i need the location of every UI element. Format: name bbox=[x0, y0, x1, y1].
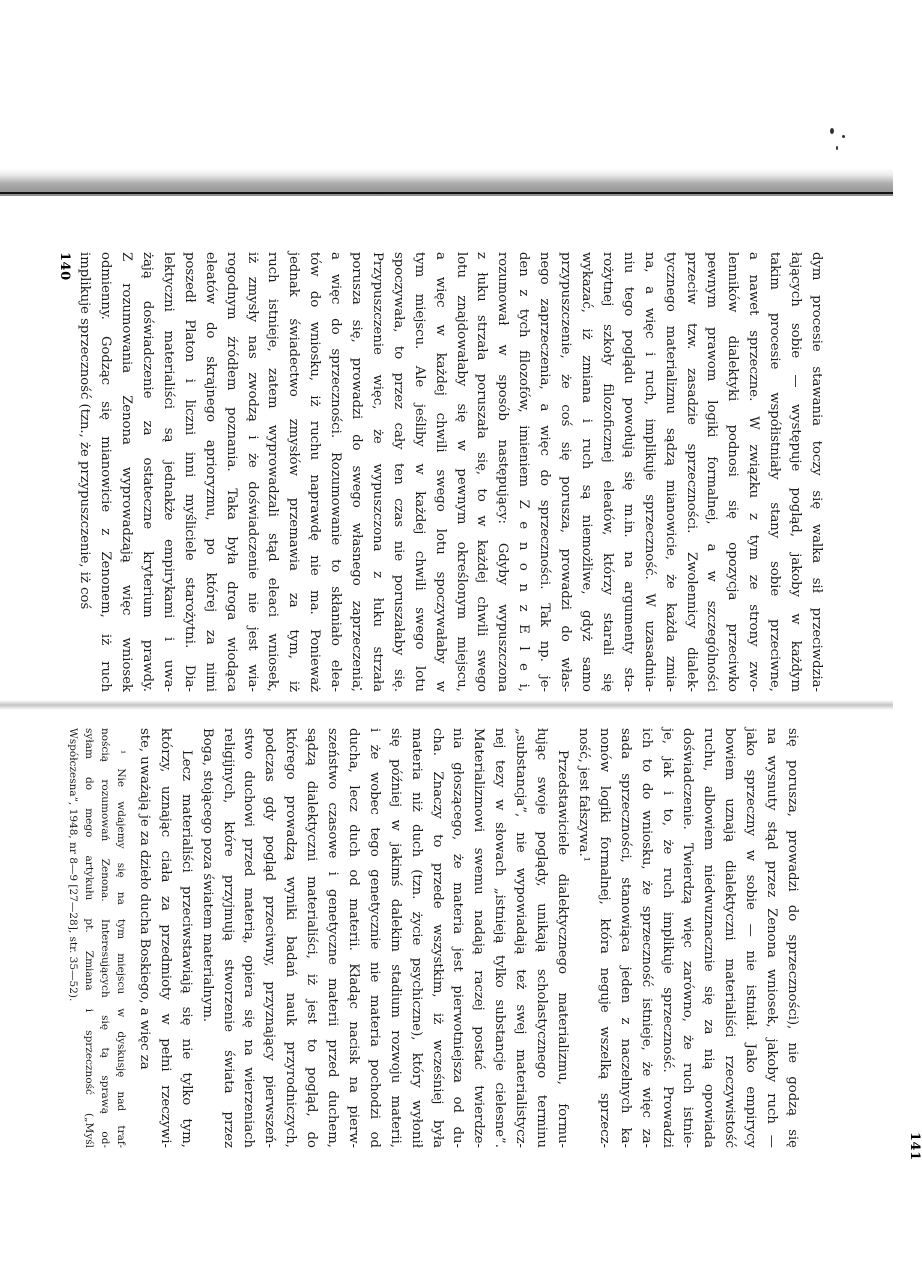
footnote bbox=[65, 728, 129, 1148]
text-line: odmienny. Godząc się mianowicie z Zenonem, iż ruch bbox=[98, 252, 114, 692]
text-line: a więc do sprzeczności. Rozumowanie to skłaniało elea- bbox=[328, 252, 344, 692]
page-number-left: 140 bbox=[57, 252, 72, 281]
text-line: bowiem uznają dialektyczni materialiści rzeczywistość bbox=[722, 728, 738, 1148]
text-line: którego prowadzą wyniki badań nauk przyrodniczych, bbox=[283, 728, 299, 1148]
text-line: eleatów do skrajnego aprioryzmu, po której za nimi bbox=[202, 252, 218, 692]
page-141-text bbox=[67, 728, 802, 1148]
text-line: którzy, uznając ciała za przedmioty w pełni rzeczywi- bbox=[157, 728, 173, 1148]
text-line: lenników dialektyki podnosi się opozycja przeciwko bbox=[725, 252, 741, 692]
text-line: wykazać, iż zmiana i ruch są niemożliwe, gdyż samo bbox=[579, 252, 595, 692]
text-line: tym miejscu. Ale jeśliby w każdej chwili swego lotu bbox=[411, 252, 427, 692]
text-line: szeństwo czasowe i genetyczne materii przed duchem, bbox=[325, 728, 341, 1148]
text-line: ste, uważają je za dzieło ducha Boskiego, a więc za bbox=[136, 728, 152, 1070]
text-line: Boga, stojącego poza światem materialnym. bbox=[199, 728, 215, 1023]
text-line: spoczywała, to przez cały ten czas nie poruszałaby się. bbox=[390, 252, 406, 692]
text-line: doświadczenie. Twierdzą więc zarówno, że ruch istnie- bbox=[680, 728, 696, 1148]
text-line: implikuje sprzeczność (tzn., że przypuszczenie, iż coś bbox=[77, 252, 93, 610]
text-line: Lecz materialiści przeciwstawiają się nie tylko tym, bbox=[178, 750, 194, 1148]
text-line: a nawet sprzeczne. W związku z tym ze strony zwo- bbox=[746, 252, 762, 692]
text-line: materia niż duch (tzn. życie psychiczne), który wyłonił bbox=[408, 728, 424, 1148]
text-line: religijnych, które przyjmują stworzenie świata przez bbox=[220, 728, 236, 1148]
text-line: pewnym prawom logiki formalnej, a w szczególności bbox=[704, 252, 720, 692]
text-line: ruch istnieje, zatem wyprowadzali stąd eleaci wniosek, bbox=[265, 252, 281, 692]
text-line: nonów logiki formalnej, która neguje wszelką sprzecz- bbox=[596, 728, 612, 1148]
text-line: Przedstawiciele dialektycznego materializmu, formu- bbox=[555, 750, 571, 1148]
speck bbox=[836, 146, 838, 150]
text-line: podczas gdy pogląd przeciwny, przyznający pierwszeń- bbox=[262, 728, 278, 1148]
text-line: sada sprzeczności, stanowiąca jeden z naczelnych ka- bbox=[617, 728, 633, 1148]
text-line: niu tego poglądu powołują się m.in. na argumenty sta- bbox=[620, 252, 636, 692]
text-line: lektyczni materialiści są jednakże empirykami i uwa- bbox=[160, 252, 176, 692]
text-line: nej tezy w słowach „istnieją tylko substancje cielesne”. bbox=[492, 728, 508, 1148]
text-line: a więc w każdej chwili swego lotu spoczywałaby w bbox=[432, 252, 448, 692]
text-line: jako sprzeczny w sobie — nie istniał. Jako empirycy bbox=[743, 728, 759, 1148]
text-line: przypuszczenie, że coś się porusza, prowadzi do włas- bbox=[558, 252, 574, 692]
text-line: lotu znajdowałaby się w pewnym określonym miejscu, bbox=[453, 252, 469, 692]
footnote-line: Współczesna”, 1948, nr 8—9 [27—28], str. 35—52). bbox=[67, 728, 79, 1002]
text-line: Z rozumowania Zenona wyprowadzają więc wniosek bbox=[119, 252, 135, 692]
text-line: i że wobec tego genetycznie nie materia pochodzi od bbox=[366, 728, 382, 1148]
page-140-text bbox=[77, 252, 826, 692]
text-line: żają doświadczenie za ostateczne kryterium prawdy. bbox=[140, 252, 155, 692]
text-line: Materializmowi swemu nadają raczej postać twierdze- bbox=[471, 728, 487, 1148]
text-line: ich to do wniosku, że sprzeczność istnieje, że więc za- bbox=[638, 728, 654, 1148]
text-line: ruchu, albowiem niedwuznacznie się za nią opowiada bbox=[701, 728, 717, 1148]
text-line: rożytnej szkoły filozoficznej eleatów, którzy starali się bbox=[599, 252, 615, 692]
text-line: dym procesie stawania toczy się walka sił przeciwdzia- bbox=[809, 252, 824, 692]
left-page-lines bbox=[73, 252, 826, 692]
text-line: sądzą dialektyczni materialiści, iż jest to pogląd, do bbox=[304, 728, 320, 1148]
text-line: takim procesie współistniały stany sobie przeciwne, bbox=[767, 252, 783, 692]
text-line: łających sobie — występuje pogląd, jakoby w każdym bbox=[788, 252, 804, 692]
text-line: nego zaprzeczenia, a więc do sprzeczności. Tak np. je- bbox=[537, 252, 553, 692]
scanner-edge-line bbox=[0, 192, 893, 194]
text-line: nia głoszącego, że materia jest pierwotniejsza od du- bbox=[450, 728, 466, 1148]
text-line: „substancja”, nie wypowiadają też swej materialistycz- bbox=[513, 728, 529, 1148]
book-gutter bbox=[0, 700, 893, 710]
right-page-lines bbox=[133, 728, 802, 1148]
footnote-line: syłam do mego artykułu pt. Zmiana i sprzeczność („Myśl bbox=[83, 728, 95, 1148]
text-line: ducha, lecz duch od materii. Kładąc nacisk na pierw- bbox=[345, 728, 361, 1148]
text-line: stwo duchowi przed materią, opiera się na wierzeniach bbox=[241, 728, 257, 1148]
text-line: przeciw tzw. zasadzie sprzeczności. Zwolennicy dialek- bbox=[683, 252, 699, 692]
text-line: Przypuszczenie więc, że wypuszczona z łuku strzała bbox=[369, 252, 385, 692]
text-line: z łuku strzała poruszała się, to w każdej chwili swego bbox=[474, 252, 490, 692]
text-line: na wysnuty stąd przez Zenona wniosek, jakoby ruch — bbox=[764, 728, 780, 1148]
speck bbox=[842, 135, 845, 138]
text-line: rogodnym źródłem poznania. Taka była droga wiodąca bbox=[223, 252, 239, 692]
text-line: iż zmysły nas zwodzą i że doświadczenie nie jest wia- bbox=[244, 252, 260, 692]
text-line: się później w jakimś dalekim stadium rozwoju materii, bbox=[387, 728, 403, 1148]
text-line: na, a więc i ruch, implikuje sprzeczność. W uzasadnia- bbox=[641, 252, 657, 692]
text-line: den z tych filozofów, imieniem Z e n o n z E l e i, bbox=[516, 252, 532, 692]
page-number-right: 141 bbox=[907, 1132, 922, 1161]
text-line: je, jak i to, że ruch implikuje sprzeczność. Prowadzi bbox=[659, 728, 675, 1148]
text-line: rozumował w sposób następujący: Gdyby wypuszczona bbox=[495, 252, 511, 692]
footnote-line: nością rozumowań Zenona. Interesujących się tą sprawą od- bbox=[99, 728, 111, 1148]
text-line: cha. Znaczy to przede wszystkim, iż wcześniej była bbox=[429, 728, 445, 1148]
speck bbox=[830, 128, 834, 134]
text-line: jednak świadectwo zmysłów przemawia za tym, iż bbox=[286, 252, 302, 692]
text-line: poszedł Platon i liczni inni myśliciele starożytni. Dia- bbox=[181, 252, 197, 692]
text-line: tycznego materializmu sądzą mianowicie, że każda zmia- bbox=[662, 252, 678, 692]
footnote-line: ¹ Nie wdajemy się na tym miejscu w dyskusję nad traf- bbox=[115, 750, 127, 1148]
text-line: porusza się, prowadzi do swego własnego zaprzeczenia, bbox=[349, 252, 365, 692]
text-line: łując swoje poglądy, unikają scholastycznego terminu bbox=[534, 728, 550, 1148]
text-line: się porusza, prowadzi do sprzeczności), nie godzą się bbox=[785, 728, 800, 1148]
text-line: ność, jest fałszywa.¹ bbox=[575, 728, 591, 862]
text-line: tów do wniosku, iż ruchu naprawdę nie ma. Ponieważ bbox=[307, 252, 323, 692]
